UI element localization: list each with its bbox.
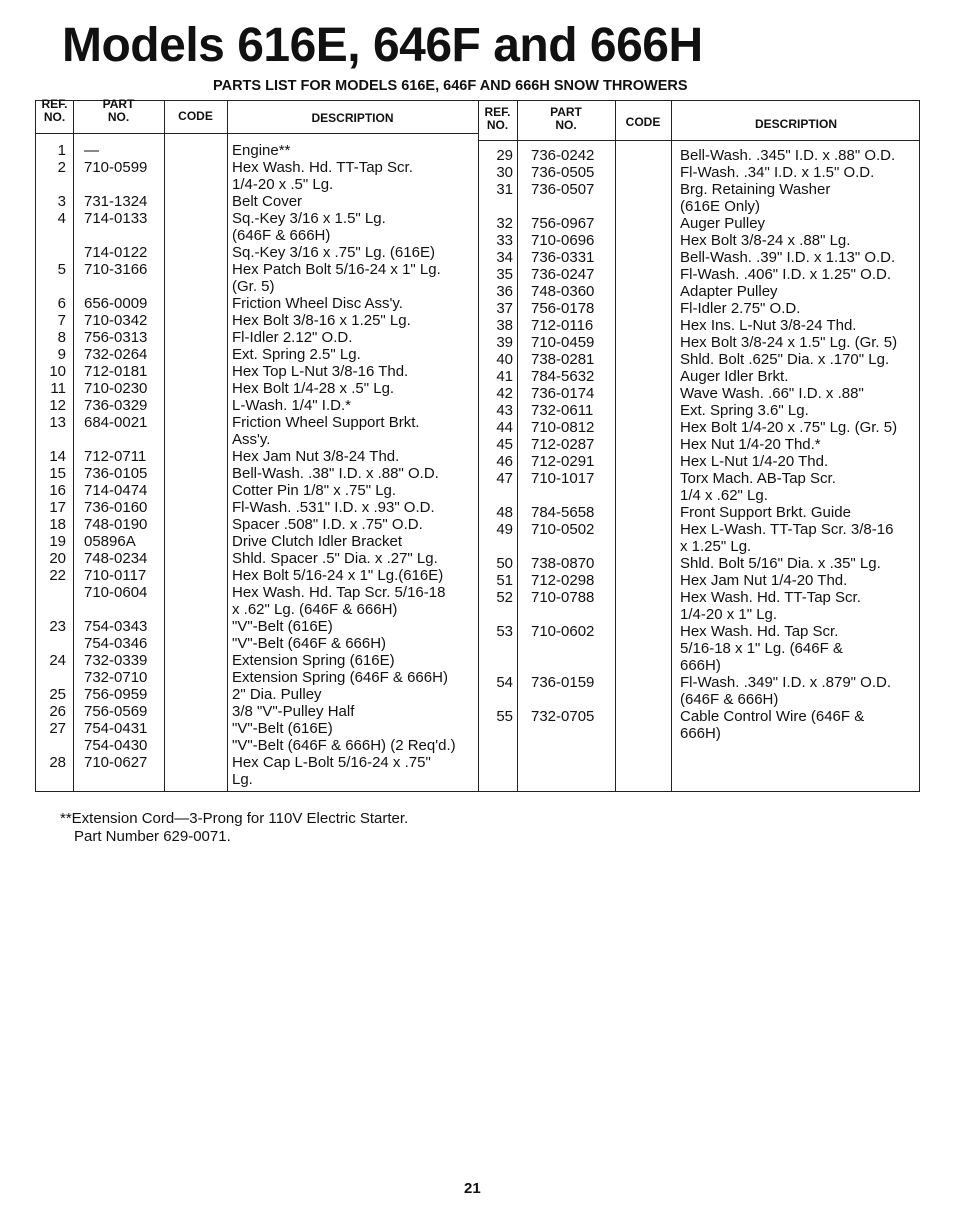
ref-number: 18 <box>49 516 66 533</box>
part-description: Extension Spring (616E) <box>232 652 395 669</box>
part-description: Engine** <box>232 142 291 159</box>
part-description: (Gr. 5) <box>232 278 275 295</box>
part-description: Drive Clutch Idler Bracket <box>232 533 403 550</box>
ref-number: 40 <box>496 351 513 368</box>
part-description: Hex L-Wash. TT-Tap Scr. 3/8-16 <box>680 521 894 538</box>
ref-number: 27 <box>49 720 66 737</box>
header-part-no: PART NO. <box>550 105 582 132</box>
part-number: 710-0459 <box>531 334 595 351</box>
part-number: 710-0117 <box>84 567 147 584</box>
ref-number: 28 <box>49 754 66 771</box>
part-number <box>531 487 615 504</box>
header-code: CODE <box>178 109 213 123</box>
part-description: Wave Wash. .66" I.D. x .88" <box>680 385 864 402</box>
ref-number: 25 <box>49 686 66 703</box>
part-number <box>531 725 615 742</box>
ref-number: 16 <box>49 482 66 499</box>
part-description: Hex Wash. Hd. TT-Tap Scr. <box>680 589 861 606</box>
part-description: Adapter Pulley <box>680 283 778 300</box>
part-number: 710-0812 <box>531 419 595 436</box>
header-description: DESCRIPTION <box>311 111 394 125</box>
ref-number: 47 <box>496 470 513 487</box>
ref-number <box>36 771 66 788</box>
part-description: Belt Cover <box>232 193 303 210</box>
part-number-column <box>84 142 164 788</box>
part-description: Hex Wash. Hd. TT-Tap Scr. <box>232 159 413 176</box>
part-number <box>84 176 164 193</box>
part-description: Fl-Wash. .531" I.D. x .93" O.D. <box>232 499 435 516</box>
part-description: Front Support Brkt. Guide <box>680 504 851 521</box>
ref-number: 45 <box>496 436 513 453</box>
part-description: Hex Ins. L-Nut 3/8-24 Thd. <box>680 317 857 334</box>
part-number: 754-0343 <box>84 618 148 635</box>
ref-number: 26 <box>49 703 66 720</box>
part-description: Lg. <box>232 771 253 788</box>
part-number: 732-0611 <box>531 402 594 419</box>
part-description: Hex Wash. Hd. Tap Scr. <box>680 623 839 640</box>
ref-column <box>478 147 513 742</box>
part-description: Hex Wash. Hd. Tap Scr. 5/16-18 <box>232 584 446 601</box>
ref-number <box>36 601 66 618</box>
part-description: Fl-Idler 2.12" O.D. <box>232 329 353 346</box>
ref-number: 2 <box>57 159 66 176</box>
part-number: 738-0281 <box>531 351 595 368</box>
part-description: Hex Jam Nut 3/8-24 Thd. <box>232 448 400 465</box>
part-description: Cotter Pin 1/8" x .75" Lg. <box>232 482 397 499</box>
part-number: 712-0711 <box>84 448 147 465</box>
ref-number: 1 <box>57 142 66 159</box>
part-number: 732-0339 <box>84 652 148 669</box>
ref-number: 33 <box>496 232 513 249</box>
ref-number <box>478 487 513 504</box>
part-description: Cable Control Wire (646F & <box>680 708 865 725</box>
part-number <box>531 640 615 657</box>
part-number: 684-0021 <box>84 414 148 431</box>
part-number <box>84 278 164 295</box>
ref-number: 55 <box>496 708 513 725</box>
part-number <box>531 198 615 215</box>
ref-number: 17 <box>49 499 66 516</box>
part-description: Spacer .508" I.D. x .75" O.D. <box>232 516 423 533</box>
part-number: 738-0870 <box>531 555 595 572</box>
part-description: L-Wash. 1/4" I.D.* <box>232 397 351 414</box>
parts-table <box>35 97 920 792</box>
part-number: 736-0507 <box>531 181 595 198</box>
part-number: 710-0602 <box>531 623 595 640</box>
ref-number: 42 <box>496 385 513 402</box>
header-ref-no: REF. NO. <box>484 105 511 132</box>
ref-number: 32 <box>496 215 513 232</box>
ref-number <box>36 278 66 295</box>
part-description: Hex Bolt 3/8-16 x 1.25" Lg. <box>232 312 411 329</box>
part-number: 732-0705 <box>531 708 595 725</box>
part-number: 736-0331 <box>531 249 595 266</box>
ref-number <box>478 198 513 215</box>
part-description: 666H) <box>680 725 721 742</box>
ref-number: 7 <box>57 312 66 329</box>
part-number: 710-3166 <box>84 261 148 278</box>
part-number: 710-0342 <box>84 312 148 329</box>
description-column <box>680 147 920 742</box>
part-description: 1/4-20 x 1" Lg. <box>680 606 778 623</box>
part-number: 754-0430 <box>84 737 148 754</box>
ref-number: 5 <box>57 261 66 278</box>
ref-number: 34 <box>496 249 513 266</box>
header-code: CODE <box>625 115 661 129</box>
part-description: Hex Bolt 1/4-20 x .75" Lg. (Gr. 5) <box>680 419 898 436</box>
part-description: x .62" Lg. (646F & 666H) <box>232 601 398 618</box>
ref-column <box>36 142 66 788</box>
part-number: 756-0313 <box>84 329 148 346</box>
part-description: 2" Dia. Pulley <box>232 686 322 703</box>
ref-number: 6 <box>57 295 66 312</box>
part-number: 756-0569 <box>84 703 148 720</box>
part-description: 3/8 "V"-Pulley Half <box>232 703 355 720</box>
ref-number: 31 <box>496 181 513 198</box>
description-column <box>232 142 476 788</box>
col-divider <box>227 101 228 791</box>
part-number: 732-0264 <box>84 346 148 363</box>
ref-number <box>478 691 513 708</box>
ref-number: 11 <box>50 380 66 397</box>
ref-number <box>478 725 513 742</box>
part-number: 736-0247 <box>531 266 595 283</box>
part-description: Extension Spring (646F & 666H) <box>232 669 448 686</box>
col-divider <box>517 101 518 791</box>
part-number: 756-0178 <box>531 300 595 317</box>
ref-number <box>36 737 66 754</box>
part-number: 712-0116 <box>531 317 594 334</box>
part-description: Auger Idler Brkt. <box>680 368 789 385</box>
ref-number: 54 <box>496 674 513 691</box>
ref-number: 24 <box>49 652 66 669</box>
ref-number <box>478 606 513 623</box>
ref-number: 38 <box>496 317 513 334</box>
parts-list-subtitle: PARTS LIST FOR MODELS 616E, 646F AND 666H SNOW THROWERS <box>213 78 688 94</box>
ref-number: 29 <box>496 147 513 164</box>
ref-number <box>36 176 66 193</box>
part-number: 714-0122 <box>84 244 148 261</box>
part-description: Hex Bolt 5/16-24 x 1" Lg.(616E) <box>232 567 444 584</box>
ref-number <box>478 657 513 674</box>
part-number <box>84 771 164 788</box>
part-description: "V"-Belt (616E) <box>232 720 333 737</box>
part-description: Hex L-Nut 1/4-20 Thd. <box>680 453 829 470</box>
ref-number: 30 <box>496 164 513 181</box>
ref-number: 52 <box>496 589 513 606</box>
part-number: 736-0174 <box>531 385 595 402</box>
ref-number <box>478 640 513 657</box>
col-divider <box>73 101 74 791</box>
part-number: 748-0234 <box>84 550 148 567</box>
part-number: 712-0287 <box>531 436 595 453</box>
part-number: 714-0474 <box>84 482 148 499</box>
part-number <box>84 601 164 618</box>
ref-number: 19 <box>49 533 66 550</box>
part-description: Hex Top L-Nut 3/8-16 Thd. <box>232 363 409 380</box>
part-description: Bell-Wash. .345" I.D. x .88" O.D. <box>680 147 896 164</box>
part-description: Sq.-Key 3/16 x 1.5" Lg. <box>232 210 386 227</box>
part-number: 736-0329 <box>84 397 148 414</box>
part-number: 656-0009 <box>84 295 148 312</box>
part-number: 736-0105 <box>84 465 148 482</box>
col-divider <box>671 101 672 791</box>
ref-number: 15 <box>49 465 66 482</box>
part-number <box>84 431 164 448</box>
part-description: Bell-Wash. .39" I.D. x 1.13" O.D. <box>680 249 896 266</box>
ref-number: 20 <box>49 550 66 567</box>
col-divider <box>615 101 616 791</box>
part-description: Fl-Idler 2.75" O.D. <box>680 300 801 317</box>
part-description: Friction Wheel Support Brkt. <box>232 414 420 431</box>
part-description: Friction Wheel Disc Ass'y. <box>232 295 403 312</box>
ref-number: 46 <box>496 453 513 470</box>
ref-number: 4 <box>57 210 66 227</box>
ref-number: 35 <box>496 266 513 283</box>
ref-number: 43 <box>496 402 513 419</box>
part-number: 736-0159 <box>531 674 595 691</box>
part-number <box>531 657 615 674</box>
ref-number: 9 <box>57 346 66 363</box>
part-number: 754-0346 <box>84 635 148 652</box>
ref-number: 41 <box>496 368 513 385</box>
page-title: Models 616E, 646F and 666H <box>62 19 703 72</box>
part-description: Ext. Spring 3.6" Lg. <box>680 402 809 419</box>
part-description: Hex Bolt 1/4-28 x .5" Lg. <box>232 380 395 397</box>
part-description: Shld. Bolt .625" Dia. x .170" Lg. <box>680 351 890 368</box>
part-number: 756-0959 <box>84 686 148 703</box>
ref-number: 23 <box>49 618 66 635</box>
part-description: (616E Only) <box>680 198 761 215</box>
ref-number <box>36 431 66 448</box>
ref-number: 44 <box>496 419 513 436</box>
footnote-line: Part Number 629-0071. <box>74 828 231 845</box>
part-number: 712-0291 <box>531 453 595 470</box>
footnote <box>60 810 408 846</box>
ref-number <box>36 584 66 601</box>
part-number: 784-5632 <box>531 368 595 385</box>
part-number: 710-0502 <box>531 521 595 538</box>
ref-number: 8 <box>57 329 66 346</box>
part-number: — <box>84 142 99 159</box>
ref-number <box>36 244 66 261</box>
ref-number: 53 <box>496 623 513 640</box>
part-number: 710-1017 <box>531 470 595 487</box>
header-part-no: PART NO. <box>102 97 135 124</box>
part-description: (646F & 666H) <box>680 691 779 708</box>
part-number: 712-0181 <box>84 363 148 380</box>
part-number: 732-0710 <box>84 669 148 686</box>
part-description: Torx Mach. AB-Tap Scr. <box>680 470 836 487</box>
part-number: 05896A <box>84 533 136 550</box>
ref-number: 3 <box>57 193 66 210</box>
ref-number: 14 <box>49 448 66 465</box>
part-number: 710-0788 <box>531 589 595 606</box>
part-number: 748-0360 <box>531 283 595 300</box>
part-description: 1/4-20 x .5" Lg. <box>232 176 334 193</box>
ref-number <box>36 669 66 686</box>
part-number <box>84 227 164 244</box>
part-description: Fl-Wash. .406" I.D. x 1.25" O.D. <box>680 266 891 283</box>
part-number <box>531 538 615 555</box>
part-number: 748-0190 <box>84 516 148 533</box>
header-description: DESCRIPTION <box>754 117 837 131</box>
part-description: Shld. Bolt 5/16" Dia. x .35" Lg. <box>680 555 881 572</box>
ref-number: 48 <box>496 504 513 521</box>
part-number: 731-1324 <box>84 193 148 210</box>
ref-number: 36 <box>496 283 513 300</box>
part-description: Sq.-Key 3/16 x .75" Lg. (616E) <box>232 244 435 261</box>
part-description: Hex Bolt 3/8-24 x .88" Lg. <box>680 232 851 249</box>
part-number: 710-0230 <box>84 380 148 397</box>
part-description: Bell-Wash. .38" I.D. x .88" O.D. <box>232 465 439 482</box>
part-number: 736-0160 <box>84 499 148 516</box>
header-ref-no: REF. NO. <box>41 97 68 124</box>
part-number: 710-0696 <box>531 232 595 249</box>
part-description: Shld. Spacer .5" Dia. x .27" Lg. <box>232 550 438 567</box>
part-description: Ass'y. <box>232 431 271 448</box>
ref-number: 13 <box>49 414 66 431</box>
part-number <box>531 691 615 708</box>
part-description: Hex Cap L-Bolt 5/16-24 x .75" <box>232 754 431 771</box>
part-description: 5/16-18 x 1" Lg. (646F & <box>680 640 843 657</box>
ref-number <box>478 538 513 555</box>
ref-number <box>36 635 66 652</box>
ref-number <box>36 227 66 244</box>
part-description: (646F & 666H) <box>232 227 331 244</box>
part-description: Hex Nut 1/4-20 Thd.* <box>680 436 821 453</box>
part-number <box>531 606 615 623</box>
ref-number: 12 <box>49 397 66 414</box>
part-description: 666H) <box>680 657 721 674</box>
part-number: 756-0967 <box>531 215 595 232</box>
part-description: Fl-Wash. .34" I.D. x 1.5" O.D. <box>680 164 875 181</box>
part-number: 712-0298 <box>531 572 595 589</box>
ref-number: 39 <box>496 334 513 351</box>
ref-number: 37 <box>496 300 513 317</box>
part-description: Brg. Retaining Washer <box>680 181 831 198</box>
part-number: 736-0242 <box>531 147 595 164</box>
ref-number: 49 <box>496 521 513 538</box>
part-description: Hex Jam Nut 1/4-20 Thd. <box>680 572 848 589</box>
page-number: 21 <box>464 1180 481 1197</box>
part-description: "V"-Belt (616E) <box>232 618 333 635</box>
ref-number: 10 <box>49 363 66 380</box>
part-number: 710-0627 <box>84 754 148 771</box>
part-number: 784-5658 <box>531 504 595 521</box>
part-description: "V"-Belt (646F & 666H) <box>232 635 387 652</box>
part-number-column <box>531 147 615 742</box>
ref-number: 51 <box>496 572 513 589</box>
part-description: Hex Bolt 3/8-24 x 1.5" Lg. (Gr. 5) <box>680 334 898 351</box>
part-description: 1/4 x .62" Lg. <box>680 487 768 504</box>
col-divider <box>164 101 165 791</box>
part-number: 736-0505 <box>531 164 595 181</box>
part-description: Ext. Spring 2.5" Lg. <box>232 346 361 363</box>
part-number: 714-0133 <box>84 210 148 227</box>
part-number: 754-0431 <box>84 720 148 737</box>
header-rule-right <box>478 140 920 141</box>
footnote-line: **Extension Cord—3-Prong for 110V Electric Starter. <box>60 810 409 827</box>
ref-number: 22 <box>49 567 66 584</box>
ref-number: 50 <box>496 555 513 572</box>
part-number: 710-0604 <box>84 584 148 601</box>
header-rule-left <box>36 133 478 134</box>
part-description: Auger Pulley <box>680 215 766 232</box>
part-description: x 1.25" Lg. <box>680 538 752 555</box>
part-description: Fl-Wash. .349" I.D. x .879" O.D. <box>680 674 891 691</box>
part-description: Hex Patch Bolt 5/16-24 x 1" Lg. <box>232 261 441 278</box>
part-description: "V"-Belt (646F & 666H) (2 Req'd.) <box>232 737 456 754</box>
part-number: 710-0599 <box>84 159 148 176</box>
